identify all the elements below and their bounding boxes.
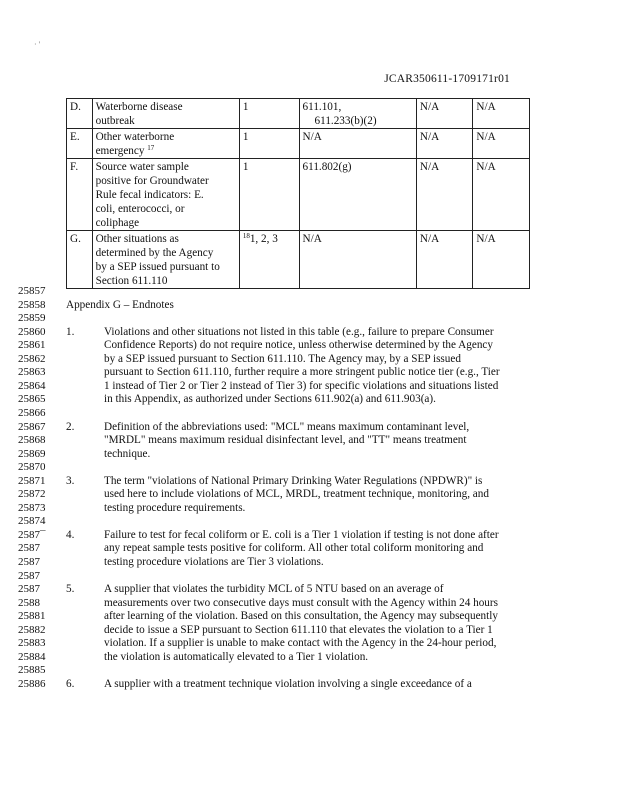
cell-ref: G. <box>67 231 93 289</box>
document-id: JCAR350611-1709171r01 <box>384 73 510 85</box>
cell-tier: 1 <box>239 129 299 159</box>
endnote-text: A supplier with a treatment technique violation involving a single exceedance of a <box>104 677 472 690</box>
line-number: 25885 <box>18 664 46 677</box>
line-number: 25858 <box>18 298 46 311</box>
cell-ref: F. <box>67 159 93 231</box>
cell-situation: Other situations as determined by the Agency by a SEP issued pursuant to Section 611.110 <box>92 231 239 289</box>
line-number: 25866 <box>18 406 46 419</box>
cell-col-b: N/A <box>473 129 530 159</box>
line-number: 25857 <box>18 285 46 297</box>
line-number: 25884 <box>18 650 46 663</box>
table-row <box>67 129 530 159</box>
endnote-text: Definition of the abbreviations used: "MCL" means maximum contaminant level, "MRDL" means maximum residual disinfectant level, and "TT" means treatment technique. <box>104 420 470 460</box>
cell-tier: $^{18}$1, 2, 3 <box>239 231 299 289</box>
line-number: 25881 <box>18 610 46 623</box>
cell-tier: 1 <box>239 99 299 129</box>
endnote-text: A supplier that violates the turbidity MCL of 5 NTU based on an average of measurements over two consecutive days must consult with the Agency within 24 hours after learning of the violation. Based on this consultation, the Agency may subsequently decide to issue a SEP pursuant to Section 611.110 that elevates the violation to a Tier 1 violation. If a supplier is unable to make contact with the Agency in the 24-hour period, the violation is automatically elevated to a Tier 1 violation. <box>104 583 498 663</box>
line-number: 25867 <box>18 420 46 433</box>
line-number: 25882 <box>18 623 46 636</box>
line-number: 25861 <box>18 339 46 352</box>
line-number: 2587 <box>18 583 40 596</box>
line-number: 25872 <box>18 488 46 501</box>
endnote-number: 1. <box>66 325 75 338</box>
line-number: 25886 <box>18 677 46 690</box>
table-row <box>67 159 530 231</box>
line-number: 25863 <box>18 366 46 379</box>
endnote-text: Violations and other situations not listed in this table (e.g., failure to prepare Consumer Confidence Reports) do not require notice, unless otherwise determined by the Agency by a SEP issued pursuant to Section 611.110. The Agency may, by a SEP issued pursuant to Section 611.110, further require a more stringent public notice tier (e.g., Tier 1 instead of Tier 2 or Tier 2 instead of Tier 3) for specific violations and situations listed in this Appendix, as authorized under Sections 611.902(a) and 611.903(a). <box>104 325 500 406</box>
line-number: 25870 <box>18 461 46 474</box>
cell-citation: 611.101, 611.233(b)(2) <box>299 99 416 129</box>
line-number: 25862 <box>18 352 46 365</box>
line-number: 25868 <box>18 434 46 447</box>
endnote-text: The term "violations of National Primary Drinking Water Regulations (NPDWR)" is used here to include violations of MCL, MRDL, treatment technique, monitoring, and testing procedure requirements. <box>104 474 489 514</box>
cell-situation: Waterborne disease outbreak <box>92 99 239 129</box>
line-number: 25859 <box>18 312 46 325</box>
line-number: 25865 <box>18 393 46 406</box>
endnote-number: 5. <box>66 583 75 596</box>
line-number: 25871 <box>18 474 46 487</box>
endnote-text: Failure to test for fecal coliform or E. coli is a Tier 1 violation if testing is not done after any repeat sample tests positive for coliform. All other total coliform monitoring and testing procedure violations are Tier 3 violations. <box>104 528 499 568</box>
cell-situation: Other waterborne emergency $^{17}$ <box>92 129 239 159</box>
cell-citation: N/A <box>299 231 416 289</box>
line-number: 2587 <box>18 556 40 568</box>
endnote-number: 4. <box>66 528 75 541</box>
table-row <box>67 99 530 129</box>
cell-col-b: N/A <box>473 231 530 289</box>
cell-col-b: N/A <box>473 159 530 231</box>
cell-citation: N/A <box>299 129 416 159</box>
cell-tier: 1 <box>239 159 299 231</box>
cell-col-a: N/A <box>416 99 473 129</box>
endnote-number: 3. <box>66 474 75 487</box>
line-number: 2588 <box>18 596 40 609</box>
cell-col-a: N/A <box>416 231 473 289</box>
endnote-number: 2. <box>66 420 75 433</box>
table-row <box>67 231 530 289</box>
line-number: 25869 <box>18 447 46 460</box>
tier-table <box>66 98 530 289</box>
line-number: 2587¯ <box>18 528 46 541</box>
line-number: 25860 <box>18 325 46 338</box>
line-number: 25874 <box>18 515 46 528</box>
cell-situation: Source water sample positive for Groundwater Rule fecal indicators: E. coli, enterococci, or coliphage <box>92 159 239 231</box>
line-number: 25873 <box>18 501 46 514</box>
cell-ref: D. <box>67 99 93 129</box>
line-number: 25864 <box>18 379 46 392</box>
endnote-number: 6. <box>66 677 75 690</box>
cell-col-a: N/A <box>416 159 473 231</box>
section-title: Appendix G – Endnotes <box>66 299 174 311</box>
cell-ref: E. <box>67 129 93 159</box>
line-number: 2587 <box>18 542 40 555</box>
cell-col-b: N/A <box>473 99 530 129</box>
cell-col-a: N/A <box>416 129 473 159</box>
line-number: 25883 <box>18 637 46 650</box>
cell-citation: 611.802(g) <box>299 159 416 231</box>
scan-specks: · ' <box>34 40 41 49</box>
line-number: 2587 <box>18 569 40 582</box>
